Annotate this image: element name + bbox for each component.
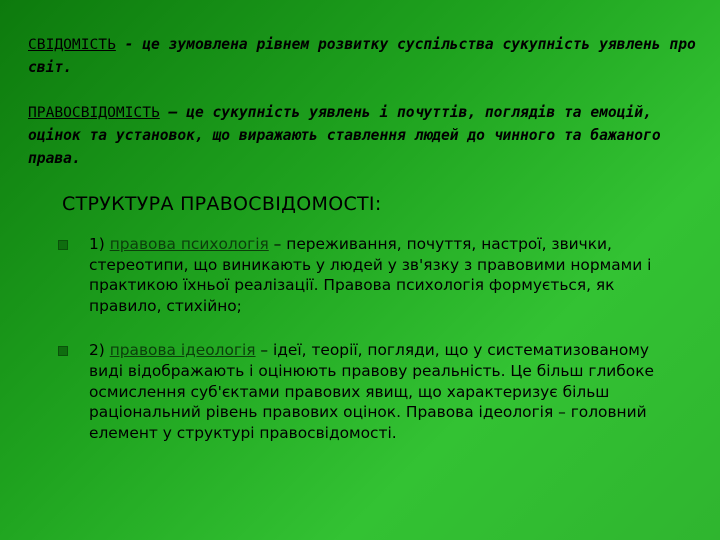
structure-heading: СТРУКТУРА ПРАВОСВІДОМОСТІ: bbox=[62, 193, 382, 215]
list-item bbox=[58, 340, 658, 443]
square-bullet-icon bbox=[58, 240, 68, 250]
item-text: – переживання, почуття, настрої, звички, стереотипи, що виникають у людей у зв'язку з правовими нормами і практикою їхньої реалізації. Правова психологія формується, як правило, стихійно; bbox=[89, 235, 652, 315]
definition-text: - це зумовлена рівнем розвитку суспільства сукупність уявлень про світ. bbox=[28, 36, 696, 76]
item-text: – ідеї, теорії, погляди, що у систематизованому виді відображають і оцінюють правову реальність. Це більш глибоке осмислення суб'єктами правових явищ, що характеризує більш раціональний рівень правових оцінок. Правова ідеологія – головний елемент у структурі правосвідомості. bbox=[89, 341, 654, 442]
definition-term: ПРАВОСВІДОМІСТЬ bbox=[28, 104, 160, 121]
item-prefix: 1) bbox=[89, 235, 110, 253]
definition-term: СВІДОМІСТЬ bbox=[28, 36, 116, 53]
square-bullet-icon bbox=[58, 346, 68, 356]
item-term: правова ідеологія bbox=[109, 341, 256, 360]
item-term: правова психологія bbox=[109, 235, 269, 253]
structure-list bbox=[58, 234, 658, 443]
item-prefix: 2) bbox=[89, 341, 110, 360]
definition-consciousness bbox=[28, 33, 700, 79]
definition-text: – це сукупність уявлень і почуттів, поглядів та емоцій, оцінок та установок, що виражають ставлення людей до чинного та бажаного права. bbox=[28, 104, 661, 167]
definition-legal-consciousness bbox=[28, 101, 700, 170]
list-item bbox=[58, 234, 658, 316]
